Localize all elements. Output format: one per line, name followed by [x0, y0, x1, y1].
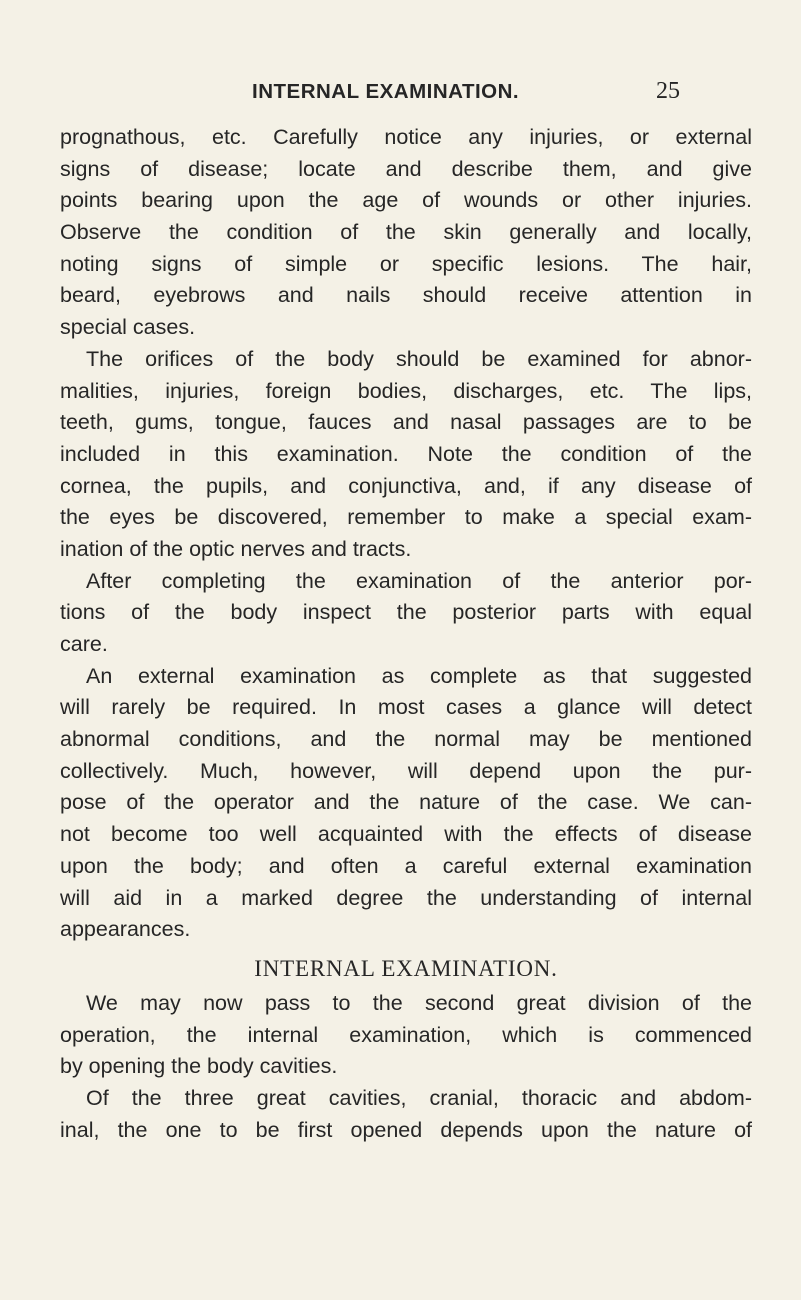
text-line: included in this examination. Note the condition of the [60, 441, 752, 466]
text-line: special cases. [60, 315, 196, 340]
text-line: tions of the body inspect the posterior parts with equal [60, 600, 752, 625]
text-block-after-heading [60, 988, 752, 1146]
text-line: operation, the internal examination, which is commenced [60, 1022, 752, 1047]
text-line: points bearing upon the age of wounds or other injuries. [60, 188, 752, 213]
text-line: After completing the examination of the anterior por- [86, 568, 752, 593]
text-line: malities, injuries, foreign bodies, discharges, etc. The lips, [60, 378, 752, 403]
page-number: 25 [656, 78, 680, 104]
text-line: prognathous, etc. Carefully notice any injuries, or external [60, 125, 752, 149]
text-line: care. [60, 632, 108, 656]
text-line: not become too well acquainted with the effects of disease [60, 822, 752, 847]
body-text [60, 122, 752, 1146]
text-line: will rarely be required. In most cases a glance will detect [60, 695, 752, 720]
text-line: by opening the body cavities. [60, 1054, 338, 1079]
text-line: appearances. [60, 917, 191, 942]
text-line: Observe the condition of the skin generally and locally, [60, 220, 752, 245]
text-line: will aid in a marked degree the understanding of internal [60, 885, 752, 910]
text-line: An external examination as complete as that suggested [86, 663, 752, 688]
text-line: the eyes be discovered, remember to make a special exam- [60, 505, 752, 530]
text-line: upon the body; and often a careful external examination [60, 853, 752, 878]
text-line: noting signs of simple or specific lesions. The hair, [60, 251, 752, 276]
running-head: INTERNAL EXAMINATION. [252, 80, 520, 103]
text-line: abnormal conditions, and the normal may be mentioned [60, 727, 752, 752]
text-line: The orifices of the body should be examined for abnor- [86, 346, 752, 371]
text-line: signs of disease; locate and describe them, and give [60, 156, 752, 181]
text-line: inal, the one to be first opened depends upon the nature of [60, 1117, 752, 1142]
text-line: teeth, gums, tongue, fauces and nasal passages are to be [60, 410, 752, 435]
text-line: collectively. Much, however, will depend upon the pur- [60, 758, 752, 783]
text-line: ination of the optic nerves and tracts. [60, 536, 412, 561]
text-line: Of the three great cavities, cranial, thoracic and abdom- [86, 1085, 752, 1110]
text-line: beard, eyebrows and nails should receive attention in [60, 283, 752, 308]
text-block-before-heading [60, 122, 752, 946]
text-line: cornea, the pupils, and conjunctiva, and, if any disease of [60, 473, 752, 498]
text-line: We may now pass to the second great division of the [86, 990, 752, 1015]
text-line: pose of the operator and the nature of the case. We can- [60, 790, 752, 815]
section-heading: INTERNAL EXAMINATION. [254, 955, 558, 981]
